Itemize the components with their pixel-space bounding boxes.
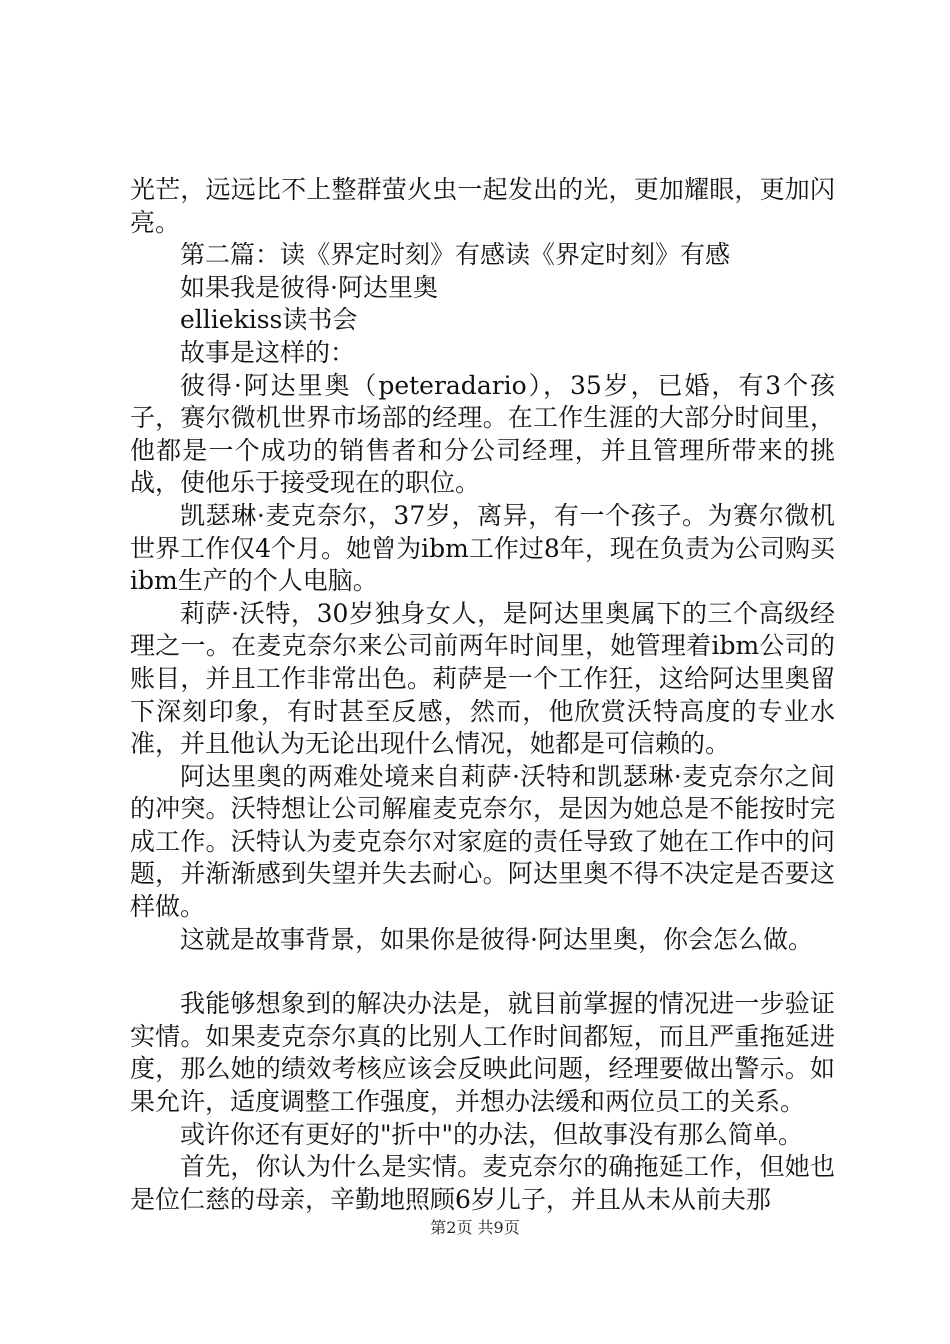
page-number-footer: 第2页 共9页 xyxy=(430,1218,520,1237)
paragraph-group-top xyxy=(130,174,835,956)
paragraph: 我能够想象到的解决办法是，就目前掌握的情况进一步验证实情。如果麦克奈尔真的比别人工作时间都短，而且严重拖延进度，那么她的绩效考核应该会反映此问题，经理要做出警示。如果允许，适度调整工作强度，并想办法缓和两位员工的关系。 xyxy=(130,989,835,1117)
paragraph: 故事是这样的： xyxy=(180,337,356,367)
paragraph: 首先，你认为什么是实情。麦克奈尔的确拖延工作，但她也是位仁慈的母亲，辛勤地照顾6岁儿子，并且从未从前夫那 xyxy=(130,1152,835,1214)
paragraph: 阿达里奥的两难处境来自莉萨·沃特和凯瑟琳·麦克奈尔之间的冲突。沃特想让公司解雇麦克奈尔，是因为她总是不能按时完成工作。沃特认为麦克奈尔对家庭的责任导致了她在工作中的问题，并渐渐感到失望并失去耐心。阿达里奥不得不决定是否要这样做。 xyxy=(130,761,835,922)
document-body xyxy=(130,174,835,1216)
paragraph: 凯瑟琳·麦克奈尔，37岁，离异，有一个孩子。为赛尔微机世界工作仅4个月。她曾为ibm工作过8年，现在负责为公司购买ibm生产的个人电脑。 xyxy=(130,500,835,596)
paragraph-spacer xyxy=(130,956,835,988)
paragraph-group-bottom xyxy=(130,988,835,1216)
paragraph: 光芒，远远比不上整群萤火虫一起发出的光，更加耀眼，更加闪亮。 xyxy=(130,175,835,237)
paragraph: 或许你还有更好的"折中"的办法，但故事没有那么简单。 xyxy=(180,1119,804,1149)
paragraph: 莉萨·沃特，30岁独身女人，是阿达里奥属下的三个高级经理之一。在麦克奈尔来公司前两年时间里，她管理着ibm公司的账目，并且工作非常出色。莉萨是一个工作狂，这给阿达里奥留下深刻印象，有时甚至反感，然而，他欣赏沃特高度的专业水准，并且他认为无论出现什么情况，她都是可信赖的。 xyxy=(130,598,835,759)
article-title: 如果我是彼得·阿达里奥 xyxy=(180,272,438,302)
section-heading: 第二篇：读《界定时刻》有感读《界定时刻》有感 xyxy=(180,240,731,270)
paragraph: 这就是故事背景，如果你是彼得·阿达里奥，你会怎么做。 xyxy=(180,924,813,954)
paragraph: 彼得·阿达里奥（peteradario），35岁，已婚，有3个孩子，赛尔微机世界市场部的经理。在工作生涯的大部分时间里，他都是一个成功的销售者和分公司经理，并且管理所带来的挑战，使他乐于接受现在的职位。 xyxy=(130,370,835,498)
article-author: elliekiss读书会 xyxy=(180,305,358,335)
